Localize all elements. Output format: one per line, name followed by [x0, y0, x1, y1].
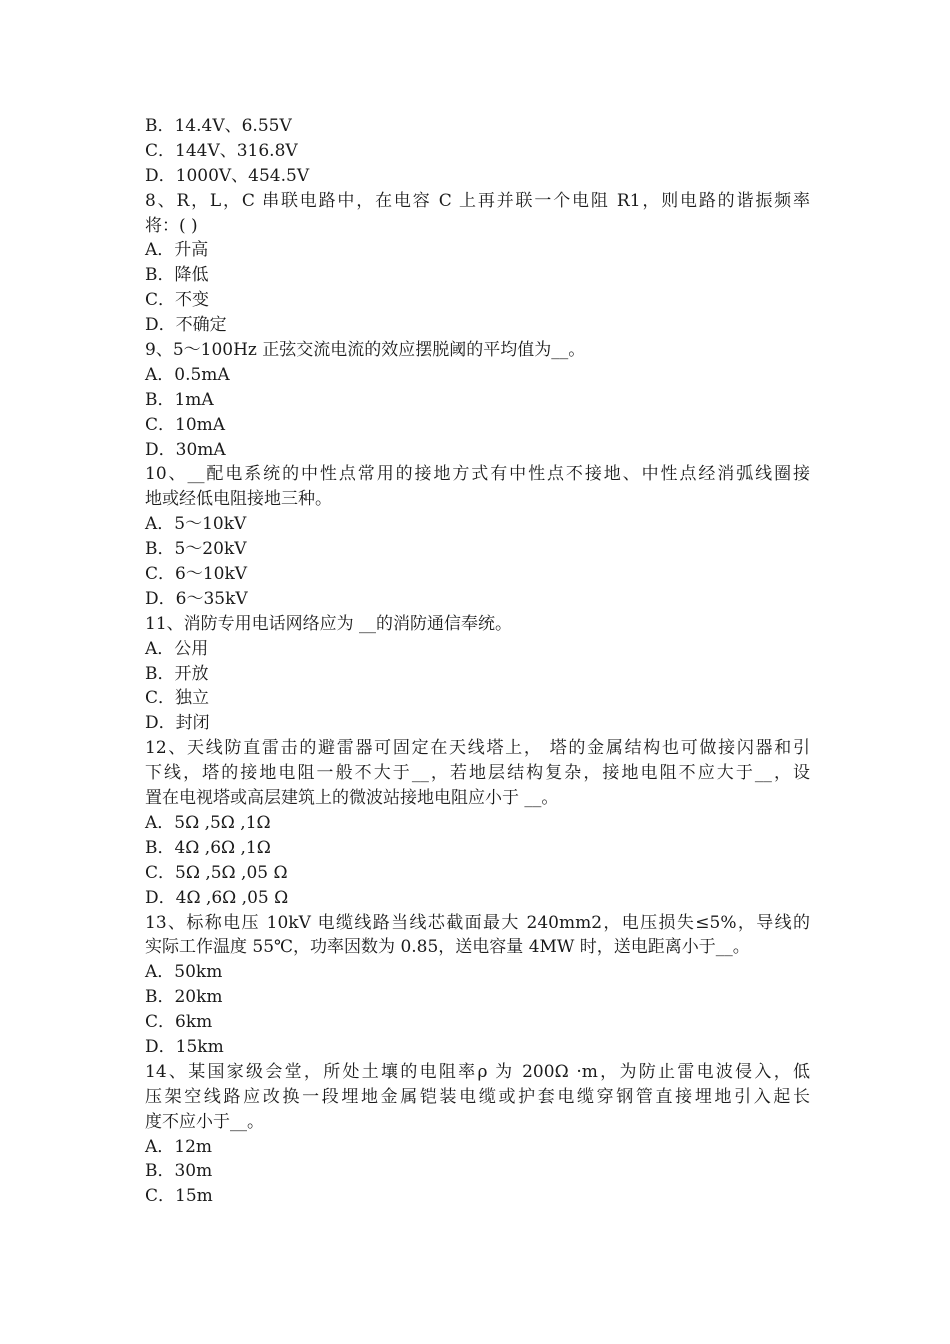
- text-line: D．30mA: [145, 439, 226, 460]
- text-line: A．5～10kV: [145, 514, 247, 535]
- text-line: A．升高: [145, 240, 209, 261]
- text-line: B．1mA: [145, 389, 214, 410]
- text-line: C．独立: [145, 688, 210, 709]
- text-line: B．降低: [145, 265, 209, 286]
- text-line: B．20km: [145, 987, 223, 1008]
- text-line: D．4Ω ,6Ω ,05 Ω: [145, 887, 289, 908]
- text-line: C．不变: [145, 290, 210, 311]
- text-line: 下线，塔的接地电阻一般不大于__，若地层结构复杂，接地电阻不应大于__，设: [145, 763, 810, 784]
- text-line: D．1000V、454.5V: [145, 165, 310, 186]
- text-line: D．封闭: [145, 713, 210, 734]
- text-line: B．14.4V、6.55V: [145, 116, 292, 136]
- text-line: A．12m: [145, 1136, 213, 1157]
- document-body: [145, 114, 810, 1209]
- text-line: 压架空线路应改换一段埋地金属铠装电缆或护套电缆穿钢管直接埋地引入起长: [145, 1086, 810, 1107]
- text-line: B．30m: [145, 1161, 213, 1182]
- text-line: C．6～10kV: [145, 564, 248, 585]
- text-line: A．5Ω ,5Ω ,1Ω: [145, 812, 271, 833]
- text-line: 实际工作温度 55℃，功率因数为 0.85，送电容量 4MW 时，送电距离小于__。: [145, 937, 750, 958]
- text-line: 12、天线防直雷击的避雷器可固定在天线塔上， 塔的金属结构也可做接闪器和引: [145, 738, 810, 759]
- text-line: 地或经低电阻接地三种。: [145, 489, 332, 510]
- text-line: A．公用: [145, 638, 209, 659]
- text-line: C．6km: [145, 1012, 213, 1033]
- text-line: A．50km: [145, 962, 223, 983]
- text-line: 14、某国家级会堂，所处土壤的电阻率ρ 为 200Ω ·m，为防止雷电波侵入，低: [145, 1061, 810, 1082]
- text-line: 9、5～100Hz 正弦交流电流的效应摆脱阈的平均值为__。: [145, 340, 586, 361]
- text-line: 11、消防专用电话网络应为 __的消防通信奉统。: [145, 613, 513, 634]
- text-line: A．0.5mA: [145, 364, 230, 385]
- text-line: C．144V、316.8V: [145, 140, 298, 161]
- text-line: 10、__配电系统的中性点常用的接地方式有中性点不接地、中性点经消弧线圈接: [145, 464, 810, 485]
- text-line: 将：( ): [145, 215, 198, 236]
- text-line: 置在电视塔或高层建筑上的微波站接地电阻应小于 __。: [145, 788, 559, 809]
- text-line: 度不应小于__。: [145, 1111, 264, 1132]
- text-line: D．15km: [145, 1036, 224, 1057]
- text-line: D．6～35kV: [145, 588, 248, 609]
- text-line: C．5Ω ,5Ω ,05 Ω: [145, 862, 288, 883]
- text-line: B．5～20kV: [145, 539, 247, 560]
- text-line: 13、标称电压 10kV 电缆线路当线芯截面最大 240mm2，电压损失≤5%，导线的: [145, 912, 810, 933]
- text-line: B．开放: [145, 663, 209, 684]
- text-line: D．不确定: [145, 315, 227, 336]
- text-line: C．10mA: [145, 414, 226, 435]
- text-line: C．15m: [145, 1186, 213, 1207]
- text-line: 8、R，L，C 串联电路中，在电容 C 上再并联一个电阻 R1，则电路的谐振频率: [145, 190, 810, 211]
- text-line: B．4Ω ,6Ω ,1Ω: [145, 837, 271, 858]
